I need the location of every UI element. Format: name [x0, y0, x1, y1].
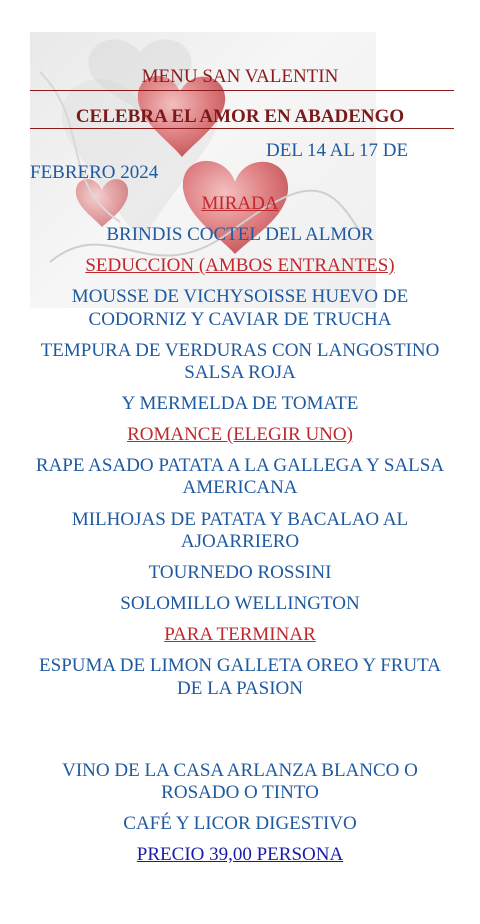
- menu-item-mousse-line-1: MOUSSE DE VICHYSOISSE HUEVO DE: [71, 286, 409, 307]
- section-heading-romance: ROMANCE (ELEGIR UNO): [127, 424, 353, 445]
- price-link[interactable]: PRECIO 39,00 PERSONA: [136, 844, 344, 865]
- menu-item-mousse-line-2: CODORNIZ Y CAVIAR DE TRUCHA: [88, 309, 392, 330]
- menu-item-tournedo: TOURNEDO ROSSINI: [148, 562, 332, 583]
- title-divider-bottom: [30, 128, 454, 129]
- menu-item-espuma-line-2: DE LA PASION: [177, 678, 303, 699]
- dates-line-2: FEBRERO 2024: [30, 162, 159, 183]
- menu-item-tempura-line-2: SALSA ROJA: [184, 362, 296, 383]
- section-heading-para-terminar: PARA TERMINAR: [164, 624, 316, 645]
- section-heading-mirada: MIRADA: [201, 193, 279, 214]
- menu-title: MENU SAN VALENTIN: [141, 66, 339, 87]
- menu-item-milhojas-line-2: AJOARRIERO: [180, 531, 300, 552]
- menu-item-mermelada: Y MERMELDA DE TOMATE: [121, 393, 359, 414]
- menu-item-milhojas-line-1: MILHOJAS DE PATATA Y BACALAO AL: [71, 509, 409, 530]
- dates-line-1: DEL 14 AL 17 DE: [266, 140, 409, 161]
- wine-line-1: VINO DE LA CASA ARLANZA BLANCO O: [62, 760, 418, 781]
- wine-line-2: ROSADO O TINTO: [161, 782, 319, 803]
- menu-item-rape-line-1: RAPE ASADO PATATA A LA GALLEGA Y SALSA: [35, 455, 445, 476]
- menu-subtitle: CELEBRA EL AMOR EN ABADENGO: [75, 106, 405, 127]
- menu-item-solomillo: SOLOMILLO WELLINGTON: [120, 593, 360, 614]
- menu-item-brindis: BRINDIS COCTEL DEL ALMOR: [106, 224, 374, 245]
- menu-item-espuma-line-1: ESPUMA DE LIMON GALLETA OREO Y FRUTA: [39, 655, 441, 676]
- section-heading-seduccion: SEDUCCION (AMBOS ENTRANTES): [85, 255, 395, 276]
- menu-item-rape-line-2: AMERICANA: [182, 477, 298, 498]
- menu-item-tempura-line-1: TEMPURA DE VERDURAS CON LANGOSTINO: [40, 340, 440, 361]
- title-divider-top: [30, 90, 454, 91]
- coffee-liquor: CAFÉ Y LICOR DIGESTIVO: [123, 813, 357, 834]
